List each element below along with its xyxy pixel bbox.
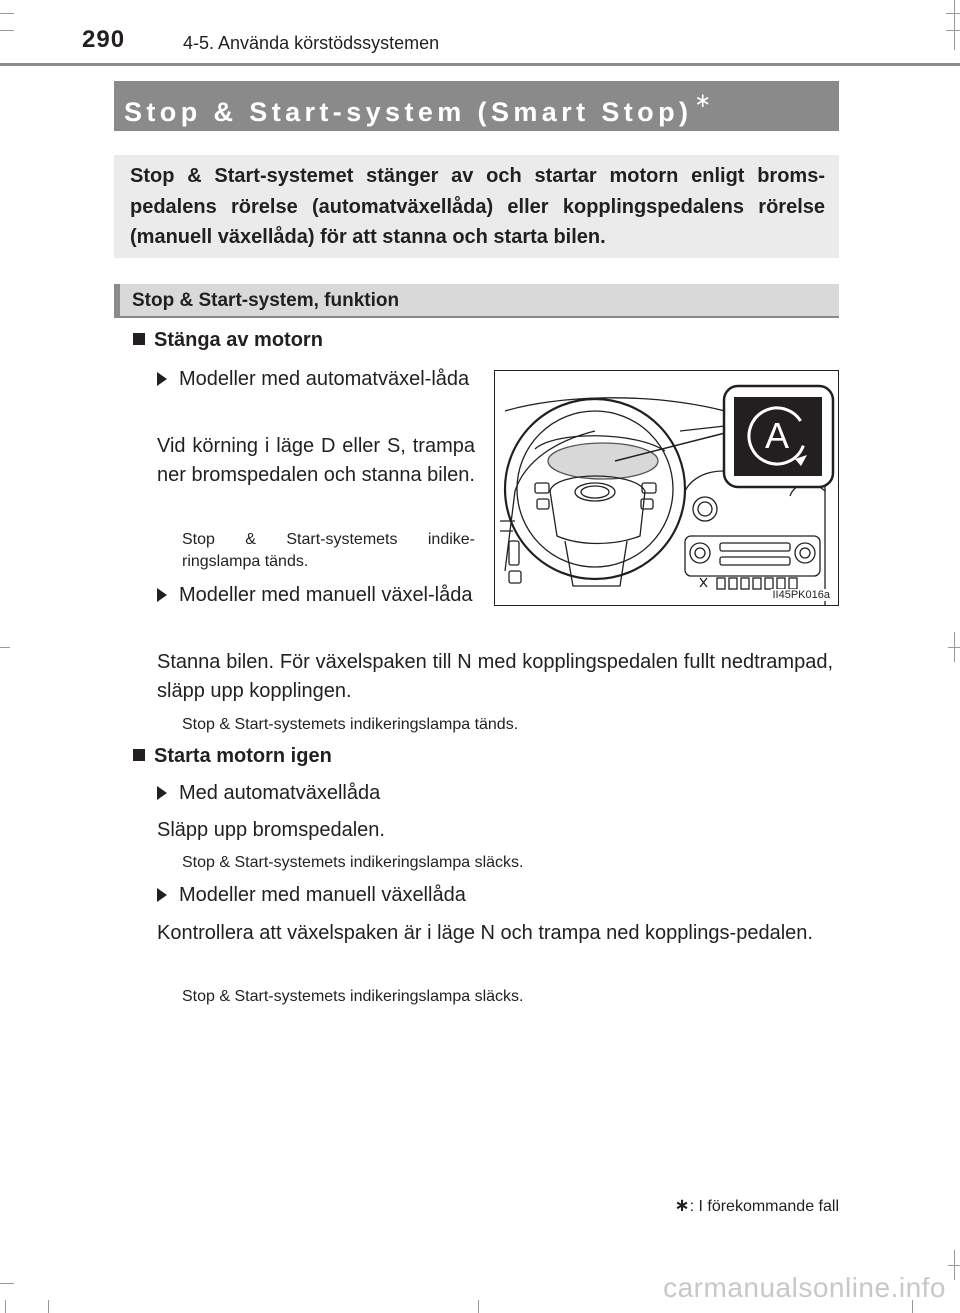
list-item-manual-stop — [157, 580, 475, 611]
crop-mark — [0, 1283, 14, 1284]
crop-mark — [0, 13, 14, 14]
footnote-text: : I förekommande fall — [689, 1198, 839, 1215]
triangle-bullet-icon — [157, 786, 167, 800]
subsection-accent — [114, 284, 120, 316]
crop-mark — [946, 13, 960, 14]
manual-restart-text: Kontrollera att växelspaken är i läge N och trampa ned kopplings-pedalen. — [157, 922, 813, 944]
subsection-heading — [114, 284, 839, 318]
watermark: carmanualsonline.info — [663, 1272, 946, 1303]
auto-restart-note: Stop & Start-systemets indikeringslampa släcks. — [182, 854, 524, 871]
manual-restart-label: Modeller med manuell växellåda — [179, 884, 466, 906]
crop-mark — [0, 647, 10, 648]
manual-restart-note: Stop & Start-systemets indikeringslampa släcks. — [182, 988, 524, 1005]
asterisk-marker: ∗ — [694, 90, 716, 112]
page-number: 290 — [82, 26, 126, 53]
auto-label: Modeller med automatväxel-låda — [179, 368, 470, 390]
crop-mark — [954, 0, 955, 50]
dashboard-drawing — [495, 371, 839, 606]
square-bullet-icon — [133, 333, 145, 345]
auto-restart-text: Släpp upp bromspedalen. — [157, 819, 385, 841]
triangle-bullet-icon — [157, 888, 167, 902]
manual-stop-note: Stop & Start-systemets indikeringslampa tänds. — [182, 716, 519, 733]
crop-mark — [478, 1300, 479, 1313]
triangle-bullet-icon — [157, 588, 167, 602]
heading-stop-engine — [133, 329, 323, 352]
list-item-manual-restart — [157, 880, 817, 911]
page-title — [114, 81, 839, 131]
manual-label: Modeller med manuell växel-låda — [179, 584, 473, 606]
list-item-auto-stop — [157, 364, 475, 395]
crop-mark — [0, 30, 14, 31]
asterisk-marker: ∗ — [674, 1195, 690, 1215]
heading-restart-engine-text: Starta motorn igen — [154, 745, 332, 767]
subsection-title: Stop & Start-system, funktion — [132, 290, 400, 311]
intro-box: Stop & Start-systemet stänger av och startar motorn enligt broms-pedalens rörelse (automatväxellåda) eller kopplingspedalens rörelse (manuell växellåda) för att stanna och starta bilen. — [114, 155, 839, 258]
indicator-letter: A — [764, 415, 790, 456]
heading-restart-engine — [133, 745, 332, 768]
heading-stop-engine-text: Stänga av motorn — [154, 329, 323, 351]
crop-mark — [954, 632, 955, 662]
page-title-text: Stop & Start-system (Smart Stop) — [124, 97, 693, 127]
list-item-auto-restart — [157, 778, 817, 809]
crop-mark — [954, 1250, 955, 1280]
section-reference: 4-5. Använda körstödssystemen — [183, 33, 440, 53]
triangle-bullet-icon — [157, 372, 167, 386]
manual-stop-text: Stanna bilen. För växelspaken till N med kopplingspedalen fullt nedtrampad, släpp upp kopplingen. — [157, 651, 833, 702]
auto-stop-note: Stop & Start-systemets indike-ringslampa tänds. — [182, 531, 475, 570]
dashboard-illustration — [494, 370, 839, 606]
header-rule — [0, 63, 960, 66]
crop-mark — [946, 30, 960, 31]
illustration-code: II45PK016a — [772, 589, 830, 601]
auto-stop-text: Vid körning i läge D eller S, trampa ner bromspedalen och stanna bilen. — [157, 435, 475, 486]
auto-restart-label: Med automatväxellåda — [179, 782, 381, 804]
crop-mark — [48, 1300, 49, 1313]
crop-mark — [5, 1300, 6, 1313]
square-bullet-icon — [133, 749, 145, 761]
footnote — [675, 1195, 840, 1216]
